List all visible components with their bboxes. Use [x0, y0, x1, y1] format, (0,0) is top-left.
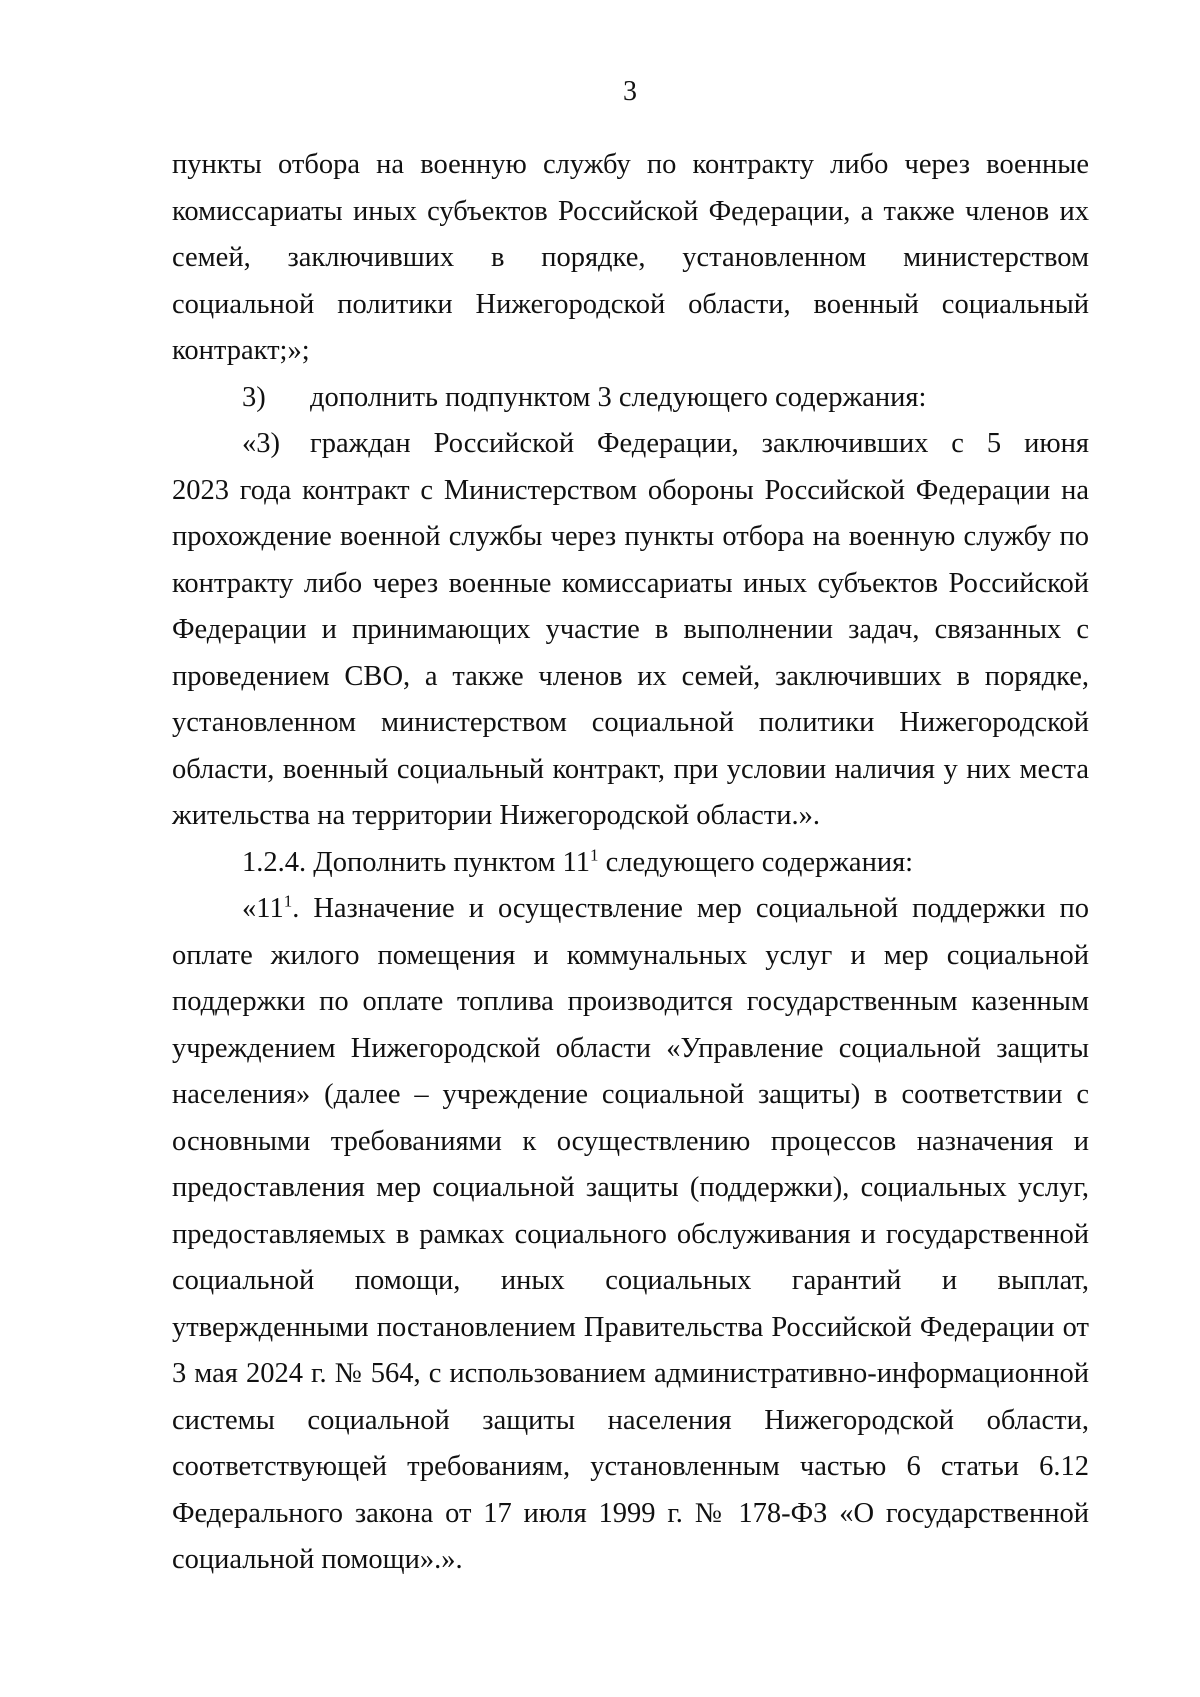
page-number: 3: [623, 76, 637, 107]
quoted-item-text-first: граждан Российской Федерации, заключивших с 5 июня: [310, 428, 1089, 459]
paragraph-1-2-4-text-end: следующего содержания:: [598, 846, 914, 878]
quoted-list-marker: «3): [242, 428, 280, 459]
paragraph-1-2-4-text: 1.2.4. Дополнить пунктом 11: [242, 846, 590, 878]
quoted-item-3-first-line: [172, 421, 1089, 468]
list-marker: 3): [242, 381, 266, 413]
paragraph-11-1-text: . Назначение и осуществление мер социальной поддержки по оплате жилого помещения и коммунальных услуг и мер социальной поддержки по оплате топлива производится государственным казенным учреждением Нижегородской области «Управление социальной защиты населения» (далее – учреждение социальной защиты) в соответствии с основными требованиями к осуществлению процессов назначения и предоставления мер социальной защиты (поддержки), социальных услуг, предоставляемых в рамках социального обслуживания и государственной социальной помощи, иных социальных гарантий и выплат, утвержденными постановлением Правительства Российской Федерации от 3 мая 2024 г. № 564, с использованием административно-информационной системы социальной защиты населения Нижегородской области, соответствующей требованиям, установленным частью 6 статьи 6.12 Федерального закона от 17 июля 1999 г. № 178-ФЗ «О государственной социальной помощи».».: [172, 893, 1089, 1575]
superscript: 1: [589, 845, 599, 864]
paragraph-continuation: пункты отбора на военную службу по контракту либо через военные комиссариаты иных субъектов Российской Федерации, а также членов их семей, заключивших в порядке, установленном министерством социальной политики Нижегородской области, военный социальный контракт;»;: [172, 149, 1089, 366]
quoted-item-text-rest: 2023 года контракт с Министерством обороны Российской Федерации на прохождение военной службы через пункты отбора на военную службу по контракту либо через военные комиссариаты иных субъектов Российской Федерации и принимающих участие в выполнении задач, связанных с проведением СВО, а также членов их семей, заключивших в порядке, установленном министерством социальной политики Нижегородской области, военный социальный контракт, при условии наличия у них места жительства на территории Нижегородской области.».: [172, 474, 1089, 831]
paragraph-1-2-4: [172, 840, 1089, 887]
paragraph-11-1: [172, 886, 1089, 1584]
list-item-3: [172, 375, 1089, 422]
list-item-text: дополнить подпунктом 3 следующего содержания:: [310, 381, 927, 413]
superscript: 1: [283, 891, 293, 911]
paragraph-11-1-label: «11: [242, 893, 284, 924]
document-body: [172, 142, 1089, 1584]
